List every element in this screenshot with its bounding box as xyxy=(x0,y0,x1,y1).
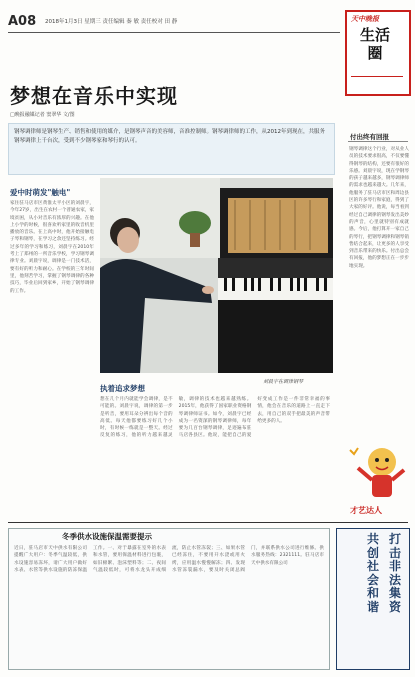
section-body-1: 家住驻马店市区黄淮太平小区的刘晨宇，今年27岁，出生在农村一个普通农家，家境贫困，从小对音乐有浓厚的兴趣。在他上小学的时候，很喜欢听家里的收音机里播放的音乐。在上高中时，他开始接触电子琴和钢琴，在学习之余还坚持练习。经过多年的学习和练习，刘晨宇在2010年考上了郑州的一所音乐学校，学习钢琴调律专业。刘晨宇说，调律是一门技术活，要有好的听力和耐心。在学校的三年时间里，他刻苦学习，掌握了钢琴调律的各种技巧，毕业后回到家乡，开始了钢琴调律的工作。 xyxy=(10,201,94,294)
notice-article-title: 冬季供水设施保温需要提示 xyxy=(62,532,152,541)
dateline: 2018年1月3日 星期三 责任编辑 秦 敏 责任校对 田 静 xyxy=(45,19,178,25)
photo-caption: 刘晨宇在调律钢琴 xyxy=(263,379,304,385)
mascot-label: 才艺达人 xyxy=(350,506,382,515)
article-lead: 钢琴调律师是钢琴生产、销售和使用的媒介，是钢琴声音的美容师，音准控制师。钢琴调律师的工作，从2012年到现在，共服务钢琴调律上千台次，受到不少钢琴家和琴行的认可。 xyxy=(14,129,326,144)
section-heading-2: 执着追求梦想 xyxy=(100,384,145,393)
masthead-brand: 天中晚报 xyxy=(351,15,379,23)
page-number: A08 xyxy=(8,14,37,29)
masthead-title: 生活圈 xyxy=(359,26,390,62)
public-notice-line-2: 共创社会和谐 xyxy=(366,532,379,614)
section-heading-1: 爱中时萌发"触电" xyxy=(10,188,71,197)
sidebar-body: 钢琴调律这个行业，对从业人员的技术要求很高，不仅要懂得钢琴的结构，还要有很好的乐感。刘晨宇说，现在学钢琴的孩子越来越多，钢琴调律师的需求也越来越大。几年来，他服务了驻马店市区和周边县区的许多琴行和家庭，得到了大家的好评。他说，每当看到经过自己调律的钢琴发出美妙的声音，心里就特别有成就感。今后，他打算开一家自己的琴行，把钢琴调律和钢琴销售结合起来，让更多的人享受到音乐带来的快乐。付出总会有回报，他的梦想正在一步步地实现。 xyxy=(349,147,409,269)
header-rule xyxy=(8,32,340,33)
notice-article-body: 近日，驻马店市天中供水有限公司提醒广大用户：冬季气温较低，供水设施容易冻坏，请广大用户做好水表、水管等供水设施的防冻保温工作。一、对于暴露在室外的水表和水管，要用保温材料进行包裹，如旧棉絮、泡沫塑料等；二、夜间气温较低时，可将水龙头开成细流，防止水管冻裂；三、如果水管已经冻住，不要用开水浇或用火烤，应用温水慢慢解冻；四、发现水管冻裂漏水，要及时关闭总阀门，并联系供水公司进行维修。供水服务热线：2321111。驻马店市天中供水有限公司 xyxy=(14,546,324,573)
mascot-illustration xyxy=(348,440,410,515)
masthead-decoration xyxy=(351,76,403,85)
sidebar-heading: 付出终有回报 xyxy=(350,133,389,141)
article-photo xyxy=(100,178,333,373)
article-headline: 梦想在音乐中实现 xyxy=(10,84,178,108)
public-notice-line-1: 打击非法集资 xyxy=(388,532,401,614)
section-body-2: 想在几个月内就能学会调律，是不可能的。刘晨宇说，调律的第一步是听音，要用耳朵分辨出每个音的高低。每天他都要练习好几个小时，有时候一练就是一整天。经过反复的练习，他的听力越来越灵敏，调律的技术也越来越熟练。2015年，他获得了国家职业资格钢琴调律师证书。如今，刘晨宇已经成为一名资深的钢琴调律师，每年要为几百台钢琴调律，足迹遍布驻马店各县区。他说，能把自己的爱好变成工作是一件非常幸福的事情，他会在音乐的道路上一直走下去，用自己的双手把最美的声音带给更多的人。 xyxy=(100,397,330,439)
sidebar-rule xyxy=(348,141,408,142)
bottom-rule xyxy=(8,522,408,523)
article-byline: □晚报融媒记者 窦翠华 文/图 xyxy=(10,112,75,118)
